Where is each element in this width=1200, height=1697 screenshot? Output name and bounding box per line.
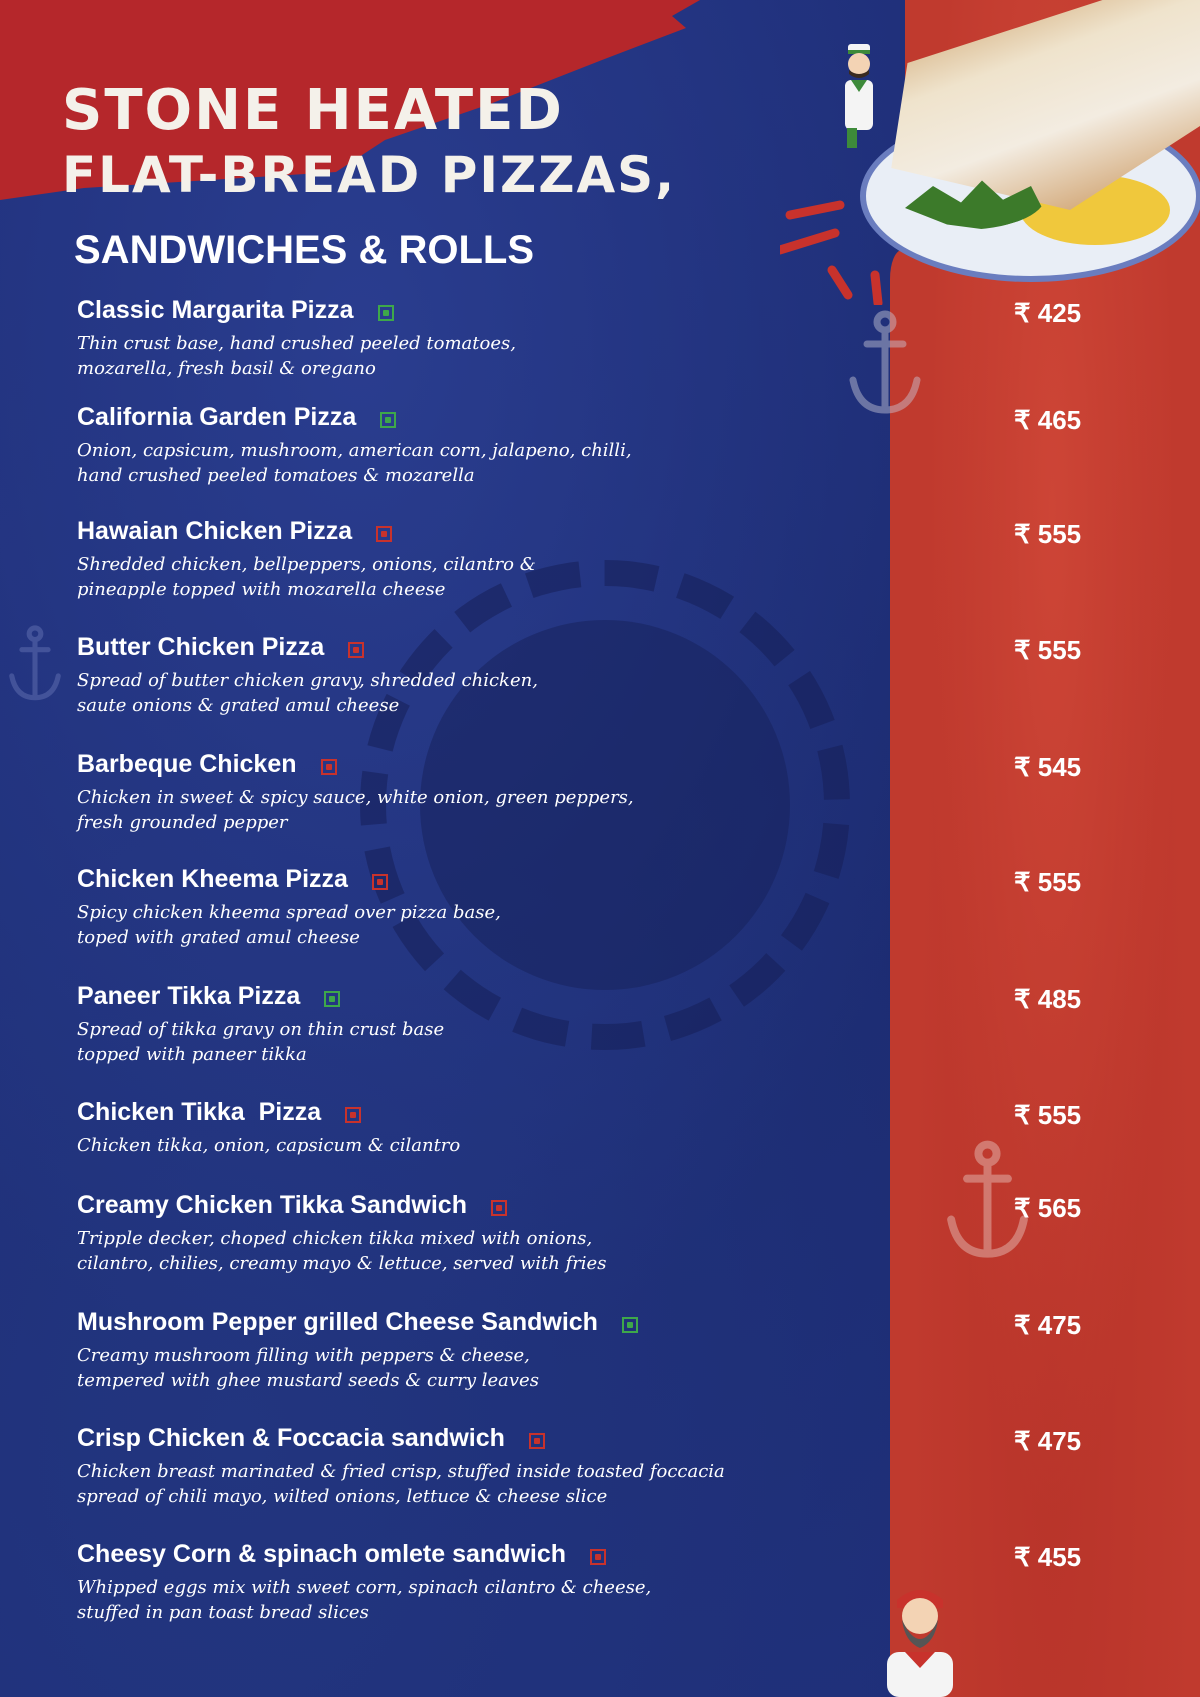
- item-description: Tripple decker, choped chicken tikka mixed with onions, cilantro, chilies, creamy mayo & lettuce, served with fries: [77, 1228, 607, 1274]
- menu-item: [77, 403, 1127, 488]
- title-line-1: STONE HEATED: [62, 78, 564, 143]
- item-description: Onion, capsicum, mushroom, american corn, jalapeno, chilli, hand crushed peeled tomatoes & mozarella: [77, 440, 632, 486]
- non-veg-mark-icon: [348, 642, 364, 658]
- item-name: Butter Chicken Pizza: [77, 633, 325, 661]
- menu-item: [77, 1191, 1127, 1276]
- item-description: Spread of butter chicken gravy, shredded chicken, saute onions & grated amul cheese: [77, 670, 538, 716]
- item-price: ₹ 455: [1014, 1542, 1082, 1572]
- menu-item: [77, 982, 1127, 1067]
- item-name: Cheesy Corn & spinach omlete sandwich: [77, 1540, 567, 1568]
- veg-mark-icon: [378, 305, 394, 321]
- item-price: ₹ 565: [1014, 1193, 1082, 1223]
- non-veg-mark-icon: [376, 526, 392, 542]
- item-name: Mushroom Pepper grilled Cheese Sandwich: [77, 1308, 598, 1336]
- item-description: Chicken in sweet & spicy sauce, white onion, green peppers, fresh grounded pepper: [77, 787, 634, 833]
- item-description: Chicken tikka, onion, capsicum & cilantro: [77, 1135, 461, 1156]
- title-line-2: FLAT-BREAD PIZZAS,: [62, 146, 677, 204]
- non-veg-mark-icon: [372, 874, 388, 890]
- menu-item: [77, 1098, 1127, 1158]
- item-description: Spread of tikka gravy on thin crust base topped with paneer tikka: [77, 1019, 445, 1065]
- item-name: Chicken Tikka Pizza: [77, 1098, 322, 1126]
- item-name: Chicken Kheema Pizza: [77, 865, 348, 893]
- non-veg-mark-icon: [590, 1549, 606, 1565]
- item-price: ₹ 555: [1014, 519, 1082, 549]
- menu-item: [77, 750, 1127, 835]
- veg-mark-icon: [380, 412, 396, 428]
- item-description: Chicken breast marinated & fried crisp, stuffed inside toasted foccacia spread of chili mayo, wilted onions, lettuce & cheese slice: [77, 1461, 725, 1507]
- anchor-icon: [0, 625, 70, 705]
- item-name: Classic Margarita Pizza: [77, 296, 354, 324]
- item-description: Creamy mushroom filling with peppers & cheese, tempered with ghee mustard seeds & curry leaves: [77, 1345, 539, 1391]
- item-price: ₹ 555: [1014, 867, 1082, 897]
- item-price: ₹ 555: [1014, 635, 1082, 665]
- item-name: Creamy Chicken Tikka Sandwich: [77, 1191, 467, 1219]
- item-name: Paneer Tikka Pizza: [77, 982, 301, 1010]
- item-description: Shredded chicken, bellpeppers, onions, cilantro & pineapple topped with mozarella cheese: [77, 554, 536, 600]
- menu-item: [77, 296, 1127, 381]
- veg-mark-icon: [622, 1317, 638, 1333]
- veg-mark-icon: [324, 991, 340, 1007]
- menu-item: [77, 1308, 1127, 1393]
- title-line-3: SANDWICHES & ROLLS: [74, 228, 534, 272]
- menu-item: [77, 1424, 1127, 1509]
- menu-item: [77, 1540, 1127, 1625]
- item-price: ₹ 465: [1014, 405, 1082, 435]
- sailor-illustration: [835, 40, 885, 150]
- item-description: Thin crust base, hand crushed peeled tomatoes, mozarella, fresh basil & oregano: [77, 333, 516, 379]
- non-veg-mark-icon: [491, 1200, 507, 1216]
- non-veg-mark-icon: [345, 1107, 361, 1123]
- non-veg-mark-icon: [321, 759, 337, 775]
- item-price: ₹ 545: [1014, 752, 1082, 782]
- item-description: Spicy chicken kheema spread over pizza base, toped with grated amul cheese: [77, 902, 501, 948]
- non-veg-mark-icon: [529, 1433, 545, 1449]
- item-price: ₹ 475: [1014, 1310, 1082, 1340]
- item-price: ₹ 425: [1014, 298, 1082, 328]
- menu-item: [77, 517, 1127, 602]
- item-price: ₹ 475: [1014, 1426, 1082, 1456]
- item-name: Crisp Chicken & Foccacia sandwich: [77, 1424, 505, 1452]
- item-price: ₹ 485: [1014, 984, 1082, 1014]
- item-name: Barbeque Chicken: [77, 750, 297, 778]
- menu-item: [77, 865, 1127, 950]
- item-name: Hawaian Chicken Pizza: [77, 517, 353, 545]
- item-description: Whipped eggs mix with sweet corn, spinach cilantro & cheese, stuffed in pan toast bread slices: [77, 1577, 652, 1623]
- menu-item: [77, 633, 1127, 718]
- item-name: California Garden Pizza: [77, 403, 357, 431]
- item-price: ₹ 555: [1014, 1100, 1082, 1130]
